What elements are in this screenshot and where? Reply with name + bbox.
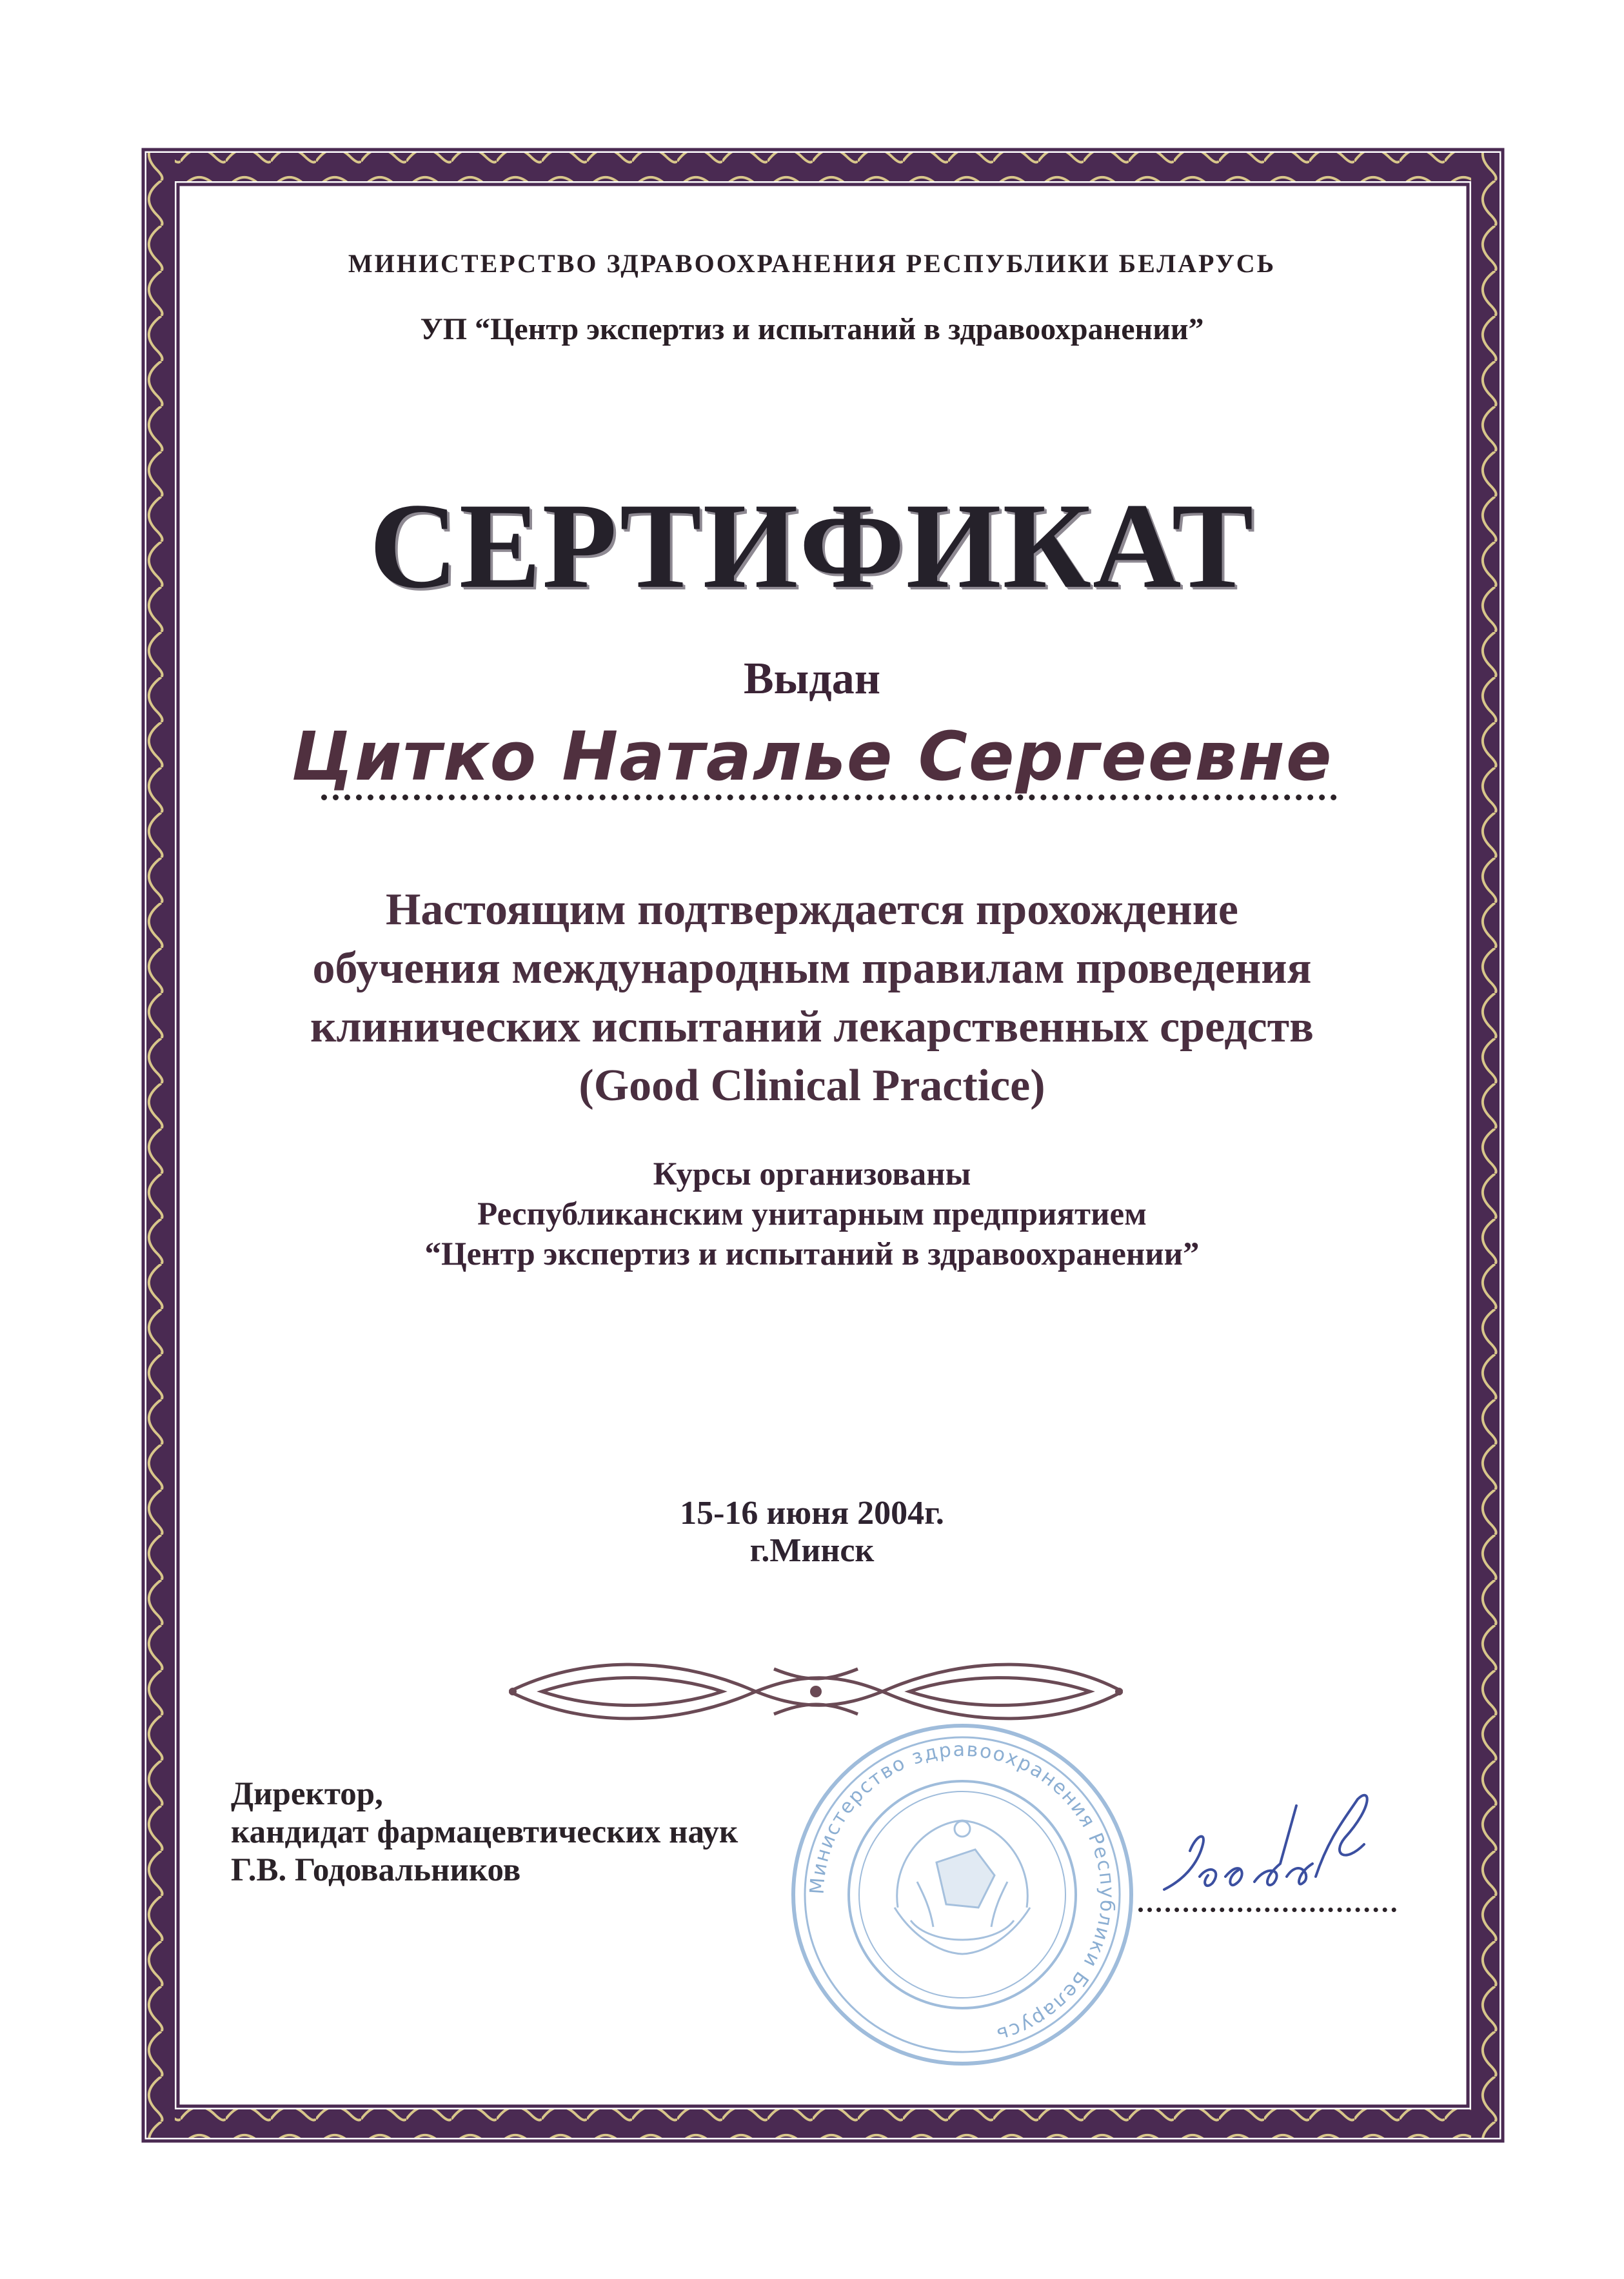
statement-line: Настоящим подтверждается прохождение bbox=[385, 885, 1239, 934]
signature-line bbox=[1138, 1908, 1396, 1912]
statement-line: обучения международным правилам проведения bbox=[312, 943, 1312, 993]
signer-degree: кандидат фармацевтических наук bbox=[231, 1814, 738, 1850]
official-seal bbox=[782, 1714, 1143, 2075]
ministry-header: МИНИСТЕРСТВО ЗДРАВООХРАНЕНИЯ РЕСПУБЛИКИ БЕЛАРУСЬ bbox=[348, 249, 1276, 278]
certificate-title: СЕРТИФИКАТ bbox=[369, 478, 1255, 614]
date-place bbox=[0, 1495, 1624, 1570]
statement-line: (Good Clinical Practice) bbox=[579, 1061, 1045, 1110]
issued-label: Выдан bbox=[743, 654, 881, 704]
course-place: г.Минск bbox=[749, 1532, 875, 1569]
recipient-underline bbox=[321, 794, 1337, 800]
director-signature bbox=[1151, 1780, 1396, 1922]
course-date: 15-16 июня 2004г. bbox=[680, 1495, 944, 1532]
signer-name: Г.В. Годовальников bbox=[231, 1852, 521, 1888]
signer-block bbox=[231, 1775, 738, 1889]
statement-line: клинических испытаний лекарственных средств bbox=[310, 1002, 1314, 1052]
certification-statement bbox=[0, 880, 1624, 1115]
course-organizer bbox=[0, 1154, 1624, 1274]
recipient-name: Цитко Наталье Сергеевне bbox=[291, 717, 1333, 796]
organizer-line: Курсы организованы bbox=[653, 1156, 971, 1192]
organizer-line: “Центр экспертиз и испытаний в здравоохранении” bbox=[424, 1236, 1200, 1272]
seal-text: Министерство здравоохранения Республики Беларусь bbox=[806, 1738, 1119, 2047]
organization-header: УП “Центр экспертиз и испытаний в здравоохранении” bbox=[420, 312, 1204, 346]
signer-position: Директор, bbox=[231, 1776, 383, 1812]
organizer-line: Республиканским унитарным предприятием bbox=[477, 1196, 1147, 1232]
